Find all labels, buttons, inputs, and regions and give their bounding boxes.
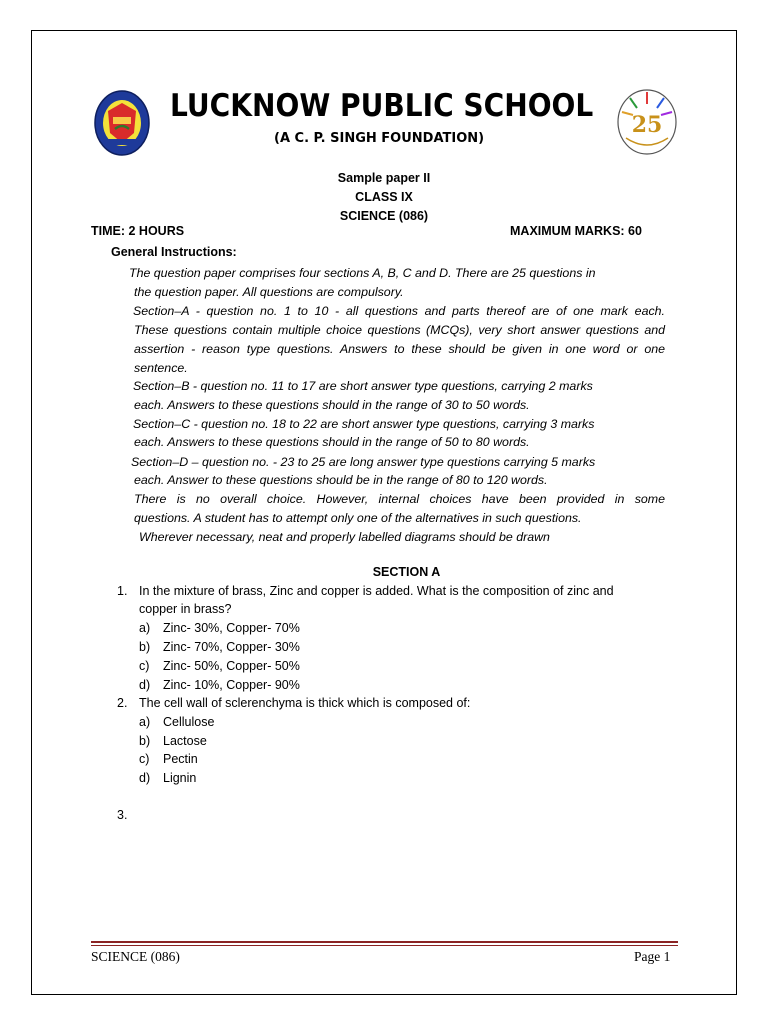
option-label: d) [139,678,151,692]
foundation-subtitle: (A C. P. SINGH FOUNDATION) [274,131,485,146]
option-text: Lignin [163,771,197,785]
instruction-line: Section–A - question no. 1 to 10 - all questions and parts thereof are of one mark each. [133,304,665,318]
school-name: LUCKNOW PUBLIC SCHOOL [170,88,594,124]
option-label: a) [139,715,151,729]
anniversary-emblem [616,86,678,156]
emblem-number: 25 [631,112,663,138]
option-text: Zinc- 10%, Copper- 90% [163,678,300,692]
paper-subject: SCIENCE (086) [339,209,429,223]
paper-time: TIME: 2 HOURS [91,224,185,238]
footer-subject: SCIENCE (086) [91,949,180,964]
option-label: b) [139,640,151,654]
instruction-line: the question paper. All questions are compulsory. [134,285,404,299]
paper-max-marks: MAXIMUM MARKS: 60 [510,224,642,238]
footer-rule [91,945,678,946]
option-text: Zinc- 70%, Copper- 30% [163,640,300,654]
option-text: Cellulose [163,715,215,729]
instruction-line: each. Answers to these questions should in the range of 30 to 50 words. [134,398,530,412]
instructions-heading: General Instructions: [111,245,237,259]
question-text: The cell wall of sclerenchyma is thick which is composed of: [139,696,471,710]
instruction-line: Section–C - question no. 18 to 22 are short answer type questions, carrying 3 marks [133,417,595,431]
instruction-line: questions. A student has to attempt only one of the alternatives in such questions. [134,511,582,525]
option-text: Zinc- 30%, Copper- 70% [163,621,300,635]
school-crest-logo [93,89,151,157]
instruction-line: sentence. [134,361,188,375]
instruction-line: each. Answer to these questions should be in the range of 80 to 120 words. [134,473,548,487]
paper-title: Sample paper II [337,171,431,185]
question-number: 2. [117,696,128,710]
instruction-line: assertion - reason type questions. Answers to these should be given in one word or one [134,342,665,356]
option-text: Zinc- 50%, Copper- 50% [163,659,300,673]
paper-class: CLASS IX [355,190,413,204]
option-label: a) [139,621,151,635]
option-label: c) [139,752,150,766]
footer-rule [91,941,678,943]
instruction-line: Wherever necessary, neat and properly labelled diagrams should be drawn [139,530,550,544]
instruction-line: Section–D – question no. - 23 to 25 are long answer type questions carrying 5 marks [131,455,596,469]
option-label: b) [139,734,151,748]
instruction-line: These questions contain multiple choice questions (MCQs), very short answer questions and [134,323,665,337]
option-text: Lactose [163,734,207,748]
question-number: 1. [117,584,128,598]
footer-page-number: Page 1 [634,949,671,964]
question-text: In the mixture of brass, Zinc and copper is added. What is the composition of zinc and [139,584,614,598]
option-label: d) [139,771,151,785]
option-label: c) [139,659,150,673]
instruction-line: each. Answers to these questions should in the range of 50 to 80 words. [134,435,530,449]
question-number: 3. [117,808,128,822]
instruction-line: The question paper comprises four sections A, B, C and D. There are 25 questions in [129,266,596,280]
question-text: copper in brass? [139,602,232,616]
instruction-line: There is no overall choice. However, internal choices have been provided in some [134,492,665,506]
instruction-line: Section–B - question no. 11 to 17 are short answer type questions, carrying 2 marks [133,379,593,393]
section-a-heading: SECTION A [372,565,441,579]
option-text: Pectin [163,752,198,766]
